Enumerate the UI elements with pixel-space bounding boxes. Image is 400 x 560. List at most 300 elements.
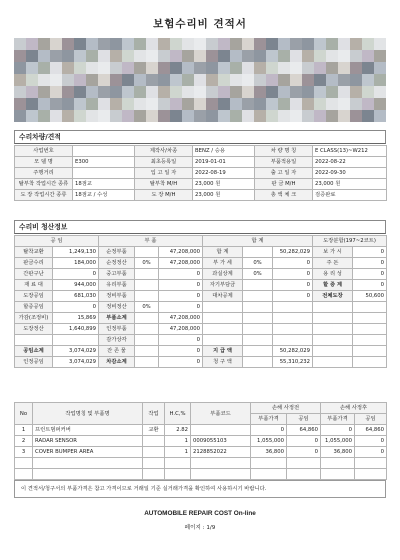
table-cell: 0 [159, 291, 203, 302]
table-cell: 23,000 원 [193, 190, 255, 201]
mosaic-block [146, 86, 158, 98]
table-cell: 64,860 [287, 425, 321, 436]
mosaic-block [290, 62, 302, 74]
table-cell: 순정정산 [99, 258, 135, 269]
mosaic-block [374, 38, 386, 50]
mosaic-block [14, 62, 26, 74]
table-cell: 0 [287, 436, 321, 447]
mosaic-block [278, 98, 290, 110]
mosaic-block [290, 74, 302, 86]
mosaic-block [218, 38, 230, 50]
settlement-row [15, 247, 387, 258]
mosaic-block [362, 98, 374, 110]
mosaic-block [38, 86, 50, 98]
table-cell: 인정공임 [15, 357, 53, 368]
table-cell: 0 [159, 302, 203, 313]
table-cell: 2019-01-01 [193, 157, 255, 168]
table-cell [135, 324, 159, 335]
table-cell: 0 [353, 280, 387, 291]
mosaic-block [98, 86, 110, 98]
table-cell: 47,208,000 [159, 324, 203, 335]
table-cell: 탈부착 작업시간 종류 [15, 179, 73, 190]
mosaic-block [254, 98, 266, 110]
mosaic-block [134, 98, 146, 110]
mosaic-block [122, 62, 134, 74]
header-before-assessment: 손해 사정전 [251, 403, 321, 414]
table-cell: 0 [159, 280, 203, 291]
mosaic-block [26, 74, 38, 86]
mosaic-block [182, 86, 194, 98]
table-cell: 지 급 액 [203, 346, 243, 357]
mosaic-block [38, 38, 50, 50]
mosaic-block [122, 38, 134, 50]
mosaic-block [170, 38, 182, 50]
settlement-row [15, 324, 387, 335]
mosaic-block [254, 38, 266, 50]
sub-part-price-after: 부품가격 [321, 414, 355, 425]
mosaic-block [302, 110, 314, 122]
table-cell [313, 324, 353, 335]
mosaic-block [110, 74, 122, 86]
mosaic-block [182, 74, 194, 86]
table-cell [143, 469, 165, 480]
mosaic-block [14, 74, 26, 86]
mosaic-block [350, 98, 362, 110]
table-cell: 15,869 [53, 313, 99, 324]
table-cell [135, 335, 159, 346]
mosaic-block [266, 110, 278, 122]
mosaic-block [242, 62, 254, 74]
mosaic-block [338, 98, 350, 110]
mosaic-block [302, 74, 314, 86]
table-cell: 1 [165, 436, 191, 447]
mosaic-block [374, 50, 386, 62]
mosaic-block [362, 74, 374, 86]
table-cell: 3,074,029 [53, 346, 99, 357]
table-cell [135, 269, 159, 280]
mosaic-block [206, 86, 218, 98]
mosaic-block [254, 110, 266, 122]
table-cell: 할 증 계 [313, 280, 353, 291]
mosaic-block [302, 62, 314, 74]
mosaic-block [374, 86, 386, 98]
mosaic-block [254, 62, 266, 74]
mosaic-block [302, 98, 314, 110]
table-cell [313, 302, 353, 313]
table-cell: BENZ / 승용 [193, 146, 255, 157]
mosaic-block [14, 110, 26, 122]
table-cell [355, 458, 387, 469]
mosaic-block [350, 38, 362, 50]
mosaic-block [182, 38, 194, 50]
table-cell: 55,310,232 [273, 357, 313, 368]
table-cell: 도 장 M/H [135, 190, 193, 201]
mosaic-block [62, 74, 74, 86]
table-cell [191, 425, 251, 436]
table-cell: 순정부품 [99, 247, 135, 258]
settlement-row [15, 291, 387, 302]
mosaic-block [206, 38, 218, 50]
table-cell [353, 313, 387, 324]
table-cell: 제작사/차종 [135, 146, 193, 157]
mosaic-block [122, 98, 134, 110]
table-cell: 0 [273, 258, 313, 269]
table-cell: 할증공임 [15, 302, 53, 313]
mosaic-block [362, 110, 374, 122]
table-cell: 36,800 [321, 447, 355, 458]
table-row [15, 458, 387, 469]
table-cell: 0% [243, 258, 273, 269]
mosaic-block [290, 86, 302, 98]
mosaic-block [74, 98, 86, 110]
mosaic-block [278, 110, 290, 122]
table-cell: 1,249,130 [53, 247, 99, 258]
sub-labor-before: 공임 [287, 414, 321, 425]
table-cell [15, 458, 33, 469]
mosaic-block [218, 74, 230, 86]
table-cell: 50,282,029 [273, 247, 313, 258]
mosaic-block [86, 86, 98, 98]
table-cell: 입 고 일 자 [135, 168, 193, 179]
mosaic-block [230, 74, 242, 86]
table-cell [313, 346, 353, 357]
header-hc: H.C,% [165, 403, 191, 425]
mosaic-block [110, 62, 122, 74]
mosaic-block [122, 110, 134, 122]
mosaic-block [146, 38, 158, 50]
mosaic-block [38, 62, 50, 74]
table-cell: 출 고 일 자 [255, 168, 313, 179]
table-cell: 0 [53, 302, 99, 313]
header-total: 합 계 [203, 236, 313, 247]
mosaic-block [134, 110, 146, 122]
mosaic-block [350, 110, 362, 122]
table-cell [355, 469, 387, 480]
table-cell: 교환 [143, 425, 165, 436]
mosaic-block [170, 50, 182, 62]
table-cell: 인정부품 [99, 324, 135, 335]
mosaic-block [314, 50, 326, 62]
table-cell [321, 469, 355, 480]
header-work: 작업 [143, 403, 165, 425]
mosaic-block [314, 86, 326, 98]
vehicle-row [15, 146, 387, 157]
table-cell: 청 구 액 [203, 357, 243, 368]
mosaic-block [38, 74, 50, 86]
mosaic-block [278, 62, 290, 74]
table-cell: 공임소계 [15, 346, 53, 357]
table-cell: 2022-08-19 [193, 168, 255, 179]
table-cell: E300 [73, 157, 135, 168]
table-cell: 681,030 [53, 291, 99, 302]
table-cell: 차감소계 [99, 357, 135, 368]
mosaic-block [290, 38, 302, 50]
mosaic-block [50, 62, 62, 74]
table-cell: 최초등록일 [135, 157, 193, 168]
mosaic-block [74, 86, 86, 98]
mosaic-block [278, 74, 290, 86]
mosaic-block [74, 62, 86, 74]
mosaic-block [218, 98, 230, 110]
table-cell [203, 302, 243, 313]
table-cell [135, 346, 159, 357]
mosaic-block [230, 50, 242, 62]
settlement-section-title: 수리비 청산정보 [14, 220, 386, 234]
mosaic-block [158, 38, 170, 50]
mosaic-block [98, 110, 110, 122]
mosaic-block [326, 98, 338, 110]
mosaic-block [62, 110, 74, 122]
mosaic-block [62, 50, 74, 62]
table-cell: 보 가 시 [313, 247, 353, 258]
header-parts: 부 품 [99, 236, 203, 247]
mosaic-block [242, 86, 254, 98]
mosaic-block [374, 62, 386, 74]
mosaic-block [110, 110, 122, 122]
mosaic-block [290, 110, 302, 122]
table-cell [353, 324, 387, 335]
mosaic-block [326, 74, 338, 86]
mosaic-block [14, 86, 26, 98]
table-cell: 0 [159, 357, 203, 368]
table-cell: 3 [15, 447, 33, 458]
mosaic-block [350, 50, 362, 62]
mosaic-block [242, 74, 254, 86]
mosaic-block [338, 86, 350, 98]
mosaic-block [26, 50, 38, 62]
mosaic-block [170, 62, 182, 74]
table-cell: RADAR SENSOR [33, 436, 143, 447]
sub-part-price-before: 부품가격 [251, 414, 287, 425]
table-row [15, 447, 387, 458]
mosaic-block [122, 74, 134, 86]
mosaic-block [218, 50, 230, 62]
table-cell [313, 335, 353, 346]
mosaic-block [38, 98, 50, 110]
mosaic-block [266, 86, 278, 98]
mosaic-block [266, 98, 278, 110]
items-header-row [15, 403, 387, 414]
table-cell: 1 [15, 425, 33, 436]
table-cell: 과실상계 [203, 269, 243, 280]
table-cell [273, 335, 313, 346]
table-cell: 주행거리 [15, 168, 73, 179]
table-cell: 가감(조정비) [15, 313, 53, 324]
mosaic-block [326, 38, 338, 50]
mosaic-block [338, 74, 350, 86]
header-labor: 공 임 [15, 236, 99, 247]
table-cell: 0 [159, 335, 203, 346]
table-cell: 프런트범퍼커버 [33, 425, 143, 436]
table-cell [135, 291, 159, 302]
table-cell [73, 146, 135, 157]
mosaic-block [158, 62, 170, 74]
mosaic-block [146, 110, 158, 122]
table-cell: 50,600 [353, 291, 387, 302]
settlement-row [15, 357, 387, 368]
table-cell: 도장정산 [15, 324, 53, 335]
mosaic-block [266, 50, 278, 62]
settlement-row [15, 335, 387, 346]
mosaic-block [98, 98, 110, 110]
mosaic-block [98, 74, 110, 86]
mosaic-block [62, 62, 74, 74]
table-cell: 유리부품 [99, 280, 135, 291]
mosaic-block [74, 50, 86, 62]
mosaic-block [38, 50, 50, 62]
table-cell: 정비부품 [99, 291, 135, 302]
mosaic-block [278, 38, 290, 50]
mosaic-block [86, 38, 98, 50]
mosaic-block [122, 50, 134, 62]
table-cell: 0% [243, 269, 273, 280]
mosaic-block [338, 62, 350, 74]
table-cell [143, 436, 165, 447]
mosaic-block [50, 74, 62, 86]
mosaic-block [266, 38, 278, 50]
table-cell [143, 458, 165, 469]
mosaic-block [86, 98, 98, 110]
mosaic-block [74, 74, 86, 86]
mosaic-block [182, 110, 194, 122]
table-cell [165, 469, 191, 480]
table-cell: 944,000 [53, 280, 99, 291]
table-cell: 0 [159, 269, 203, 280]
vehicle-row [15, 190, 387, 201]
settlement-table [14, 235, 387, 368]
mosaic-block [26, 98, 38, 110]
table-cell: 0 [321, 425, 355, 436]
table-cell: 184,000 [53, 258, 99, 269]
table-cell [353, 335, 387, 346]
table-cell [135, 280, 159, 291]
mosaic-block [194, 74, 206, 86]
table-cell: 0 [159, 346, 203, 357]
table-cell [313, 357, 353, 368]
mosaic-block [158, 110, 170, 122]
table-cell: 부품소계 [99, 313, 135, 324]
mosaic-block [86, 50, 98, 62]
table-cell [287, 469, 321, 480]
mosaic-block [350, 62, 362, 74]
mosaic-block [218, 110, 230, 122]
table-cell: 총 액 체 크 [255, 190, 313, 201]
mosaic-block [134, 74, 146, 86]
table-cell: 0 [355, 447, 387, 458]
table-row [15, 469, 387, 480]
table-cell: 중고부품 [99, 269, 135, 280]
table-cell: 재 료 대 [15, 280, 53, 291]
table-cell: 0 [353, 258, 387, 269]
table-row [15, 425, 387, 436]
table-cell [243, 291, 273, 302]
table-cell [273, 302, 313, 313]
mosaic-block [206, 110, 218, 122]
mosaic-block [338, 38, 350, 50]
table-cell: 0009055103 [191, 436, 251, 447]
mosaic-block [182, 98, 194, 110]
table-cell [243, 324, 273, 335]
mosaic-block [26, 110, 38, 122]
mosaic-block [134, 62, 146, 74]
table-cell [251, 469, 287, 480]
table-cell [33, 469, 143, 480]
table-cell: 36,800 [251, 447, 287, 458]
mosaic-block [182, 50, 194, 62]
footer-brand: AUTOMOBILE REPAIR COST On-line [144, 510, 256, 517]
page-indicator: 페이지 : 1/9 [184, 525, 216, 531]
table-cell [243, 313, 273, 324]
mosaic-block [62, 38, 74, 50]
mosaic-block [254, 50, 266, 62]
table-cell: 부 가 세 [203, 258, 243, 269]
mosaic-block [242, 38, 254, 50]
mosaic-block [290, 98, 302, 110]
table-cell: 주 돈 [313, 258, 353, 269]
mosaic-block [302, 50, 314, 62]
mosaic-block [146, 50, 158, 62]
mosaic-block [326, 62, 338, 74]
mosaic-block [50, 98, 62, 110]
mosaic-block [278, 50, 290, 62]
mosaic-block [242, 110, 254, 122]
table-cell [243, 357, 273, 368]
vehicle-section-title: 수리차량/견적 [14, 130, 386, 144]
table-cell: 2 [15, 436, 33, 447]
settlement-row [15, 258, 387, 269]
mosaic-block [362, 62, 374, 74]
table-cell: 0 [353, 247, 387, 258]
mosaic-block [326, 110, 338, 122]
table-cell: 18점교 [73, 179, 135, 190]
table-cell [203, 335, 243, 346]
mosaic-block [182, 62, 194, 74]
table-cell: 자기부담금 [203, 280, 243, 291]
table-cell: 2022-08-22 [313, 157, 387, 168]
mosaic-block [206, 62, 218, 74]
table-cell: 3,074,029 [53, 357, 99, 368]
table-cell [165, 458, 191, 469]
table-cell: 23,000 원 [193, 179, 255, 190]
table-cell: 0 [273, 269, 313, 280]
mosaic-block [374, 110, 386, 122]
table-cell: 대차공제 [203, 291, 243, 302]
table-cell: 50,282,029 [273, 346, 313, 357]
table-cell: 검증완료 [313, 190, 387, 201]
table-cell: 2022-09-30 [313, 168, 387, 179]
document-title: 보험수리비 견적서 [153, 18, 247, 30]
table-cell: 1 [165, 447, 191, 458]
mosaic-block [314, 74, 326, 86]
mosaic-block [110, 50, 122, 62]
mosaic-block [98, 62, 110, 74]
table-cell [243, 247, 273, 258]
table-cell [353, 302, 387, 313]
mosaic-block [194, 110, 206, 122]
table-cell: 탈부착 M/H [135, 179, 193, 190]
mosaic-block [170, 86, 182, 98]
table-cell: 감가상각 [99, 335, 135, 346]
mosaic-block [158, 50, 170, 62]
table-cell: 차 량 명 칭 [255, 146, 313, 157]
table-cell [135, 313, 159, 324]
mosaic-block [86, 62, 98, 74]
header-no: No [15, 403, 33, 425]
table-cell [243, 302, 273, 313]
table-cell [135, 247, 159, 258]
mosaic-block [362, 38, 374, 50]
mosaic-block [326, 86, 338, 98]
